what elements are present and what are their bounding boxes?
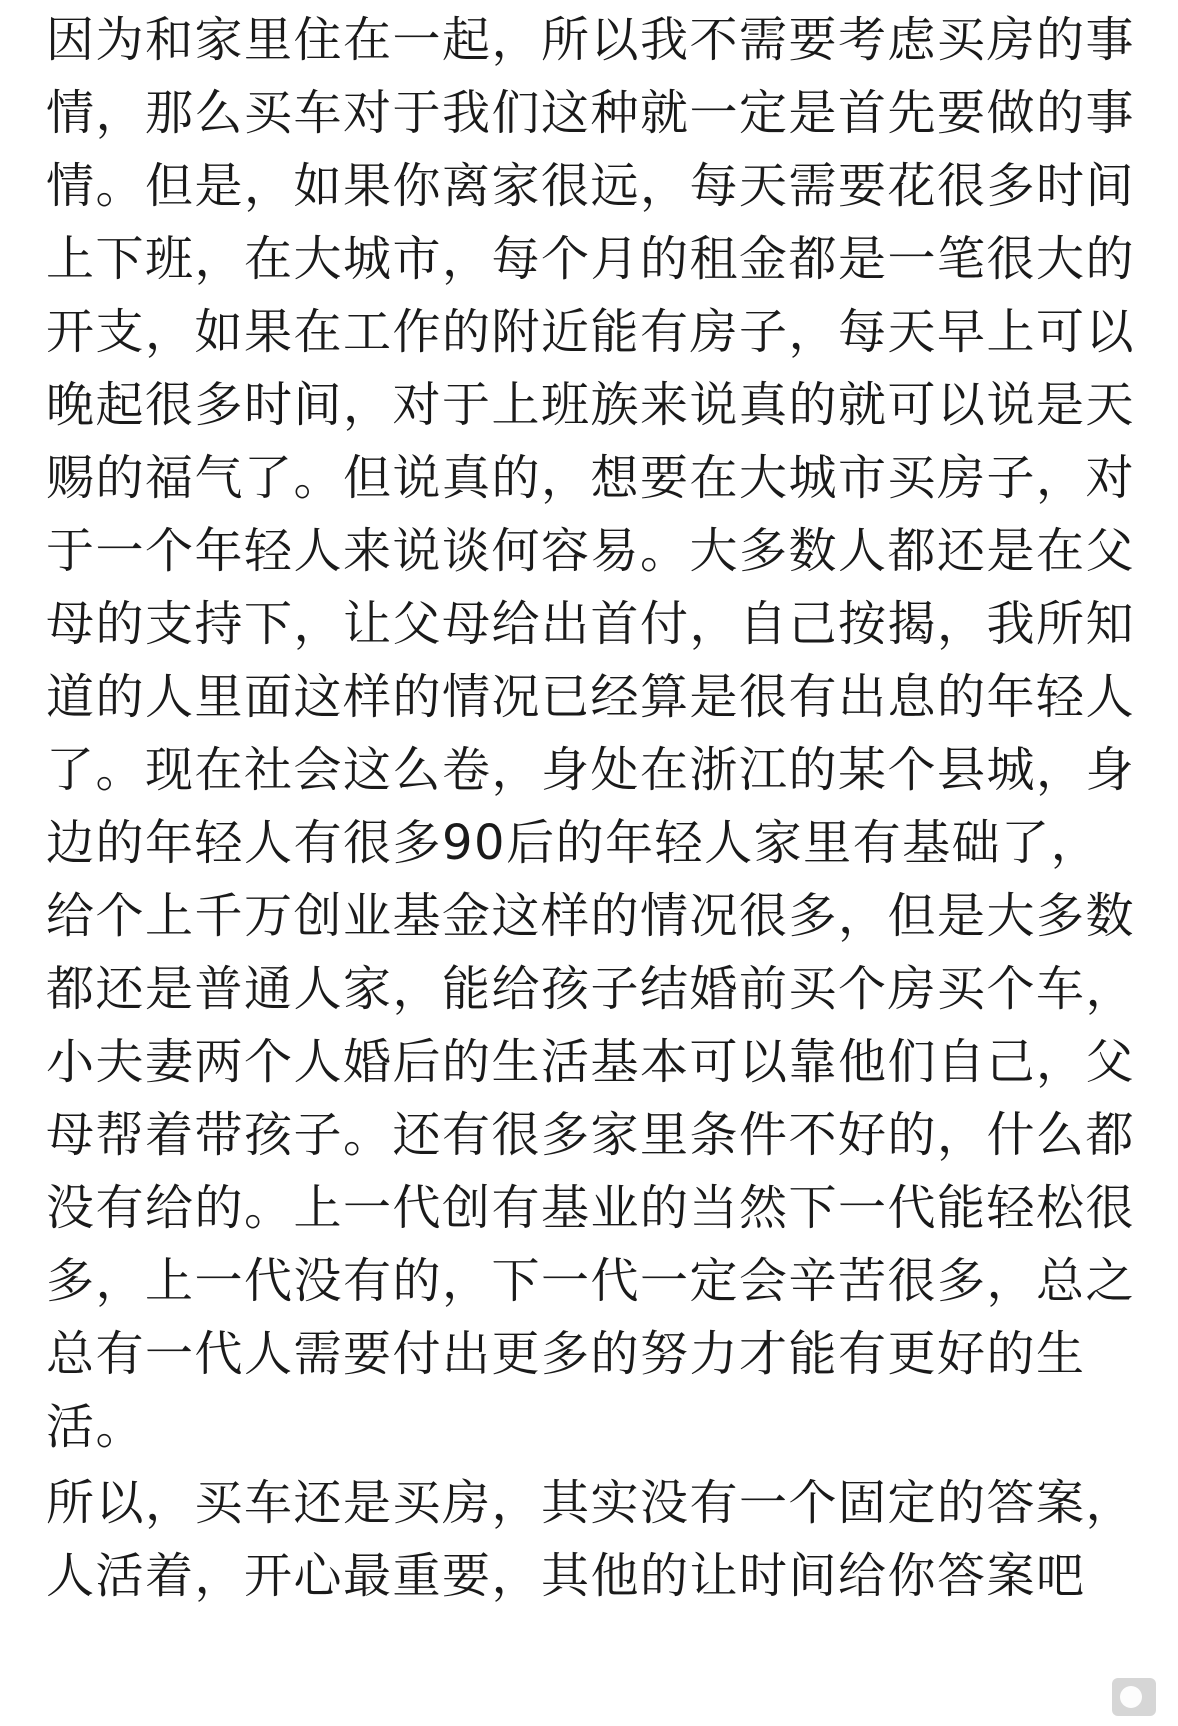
text-line: 活。 xyxy=(46,1399,146,1455)
text-line: 开支，如果在工作的附近能有房子，每天早上可以 xyxy=(46,304,1136,360)
text-line: 了。现在社会这么卷，身处在浙江的某个县城，身 xyxy=(46,742,1136,798)
watermark xyxy=(1112,1678,1156,1716)
text-line: 赐的福气了。但说真的，想要在大城市买房子，对 xyxy=(46,450,1136,506)
text-line: 母的支持下，让父母给出首付，自己按揭，我所知 xyxy=(46,596,1136,652)
watermark-badge xyxy=(1112,1678,1156,1716)
text-line: 边的年轻人有很多90后的年轻人家里有基础了， xyxy=(46,815,1101,871)
text-line: 母帮着带孩子。还有很多家里条件不好的，什么都 xyxy=(46,1107,1136,1163)
text-line: 没有给的。上一代创有基业的当然下一代能轻松很 xyxy=(46,1180,1136,1236)
text-line: 情。但是，如果你离家很远，每天需要花很多时间 xyxy=(46,158,1136,214)
watermark-logo-icon xyxy=(1120,1686,1142,1708)
text-line: 都还是普通人家，能给孩子结婚前买个房买个车， xyxy=(46,961,1136,1017)
text-line: 情，那么买车对于我们这种就一定是首先要做的事 xyxy=(46,85,1136,141)
text-line: 道的人里面这样的情况已经算是很有出息的年轻人 xyxy=(46,669,1136,725)
text-line: 总有一代人需要付出更多的努力才能有更好的生 xyxy=(46,1326,1086,1382)
paragraph-1 xyxy=(46,4,1146,1464)
text-line: 晚起很多时间，对于上班族来说真的就可以说是天 xyxy=(46,377,1136,433)
text-line: 多，上一代没有的，下一代一定会辛苦很多，总之 xyxy=(46,1253,1136,1309)
paragraph-2 xyxy=(46,1467,1146,1613)
text-line: 于一个年轻人来说谈何容易。大多数人都还是在父 xyxy=(46,523,1136,579)
article-body xyxy=(46,0,1146,1613)
text-line: 给个上千万创业基金这样的情况很多，但是大多数 xyxy=(46,888,1136,944)
text-line: 因为和家里住在一起，所以我不需要考虑买房的事 xyxy=(46,12,1136,68)
text-line: 人活着，开心最重要，其他的让时间给你答案吧 xyxy=(46,1548,1086,1604)
text-line: 上下班，在大城市，每个月的租金都是一笔很大的 xyxy=(46,231,1136,287)
text-line: 小夫妻两个人婚后的生活基本可以靠他们自己，父 xyxy=(46,1034,1136,1090)
text-line: 所以，买车还是买房，其实没有一个固定的答案， xyxy=(46,1475,1136,1531)
